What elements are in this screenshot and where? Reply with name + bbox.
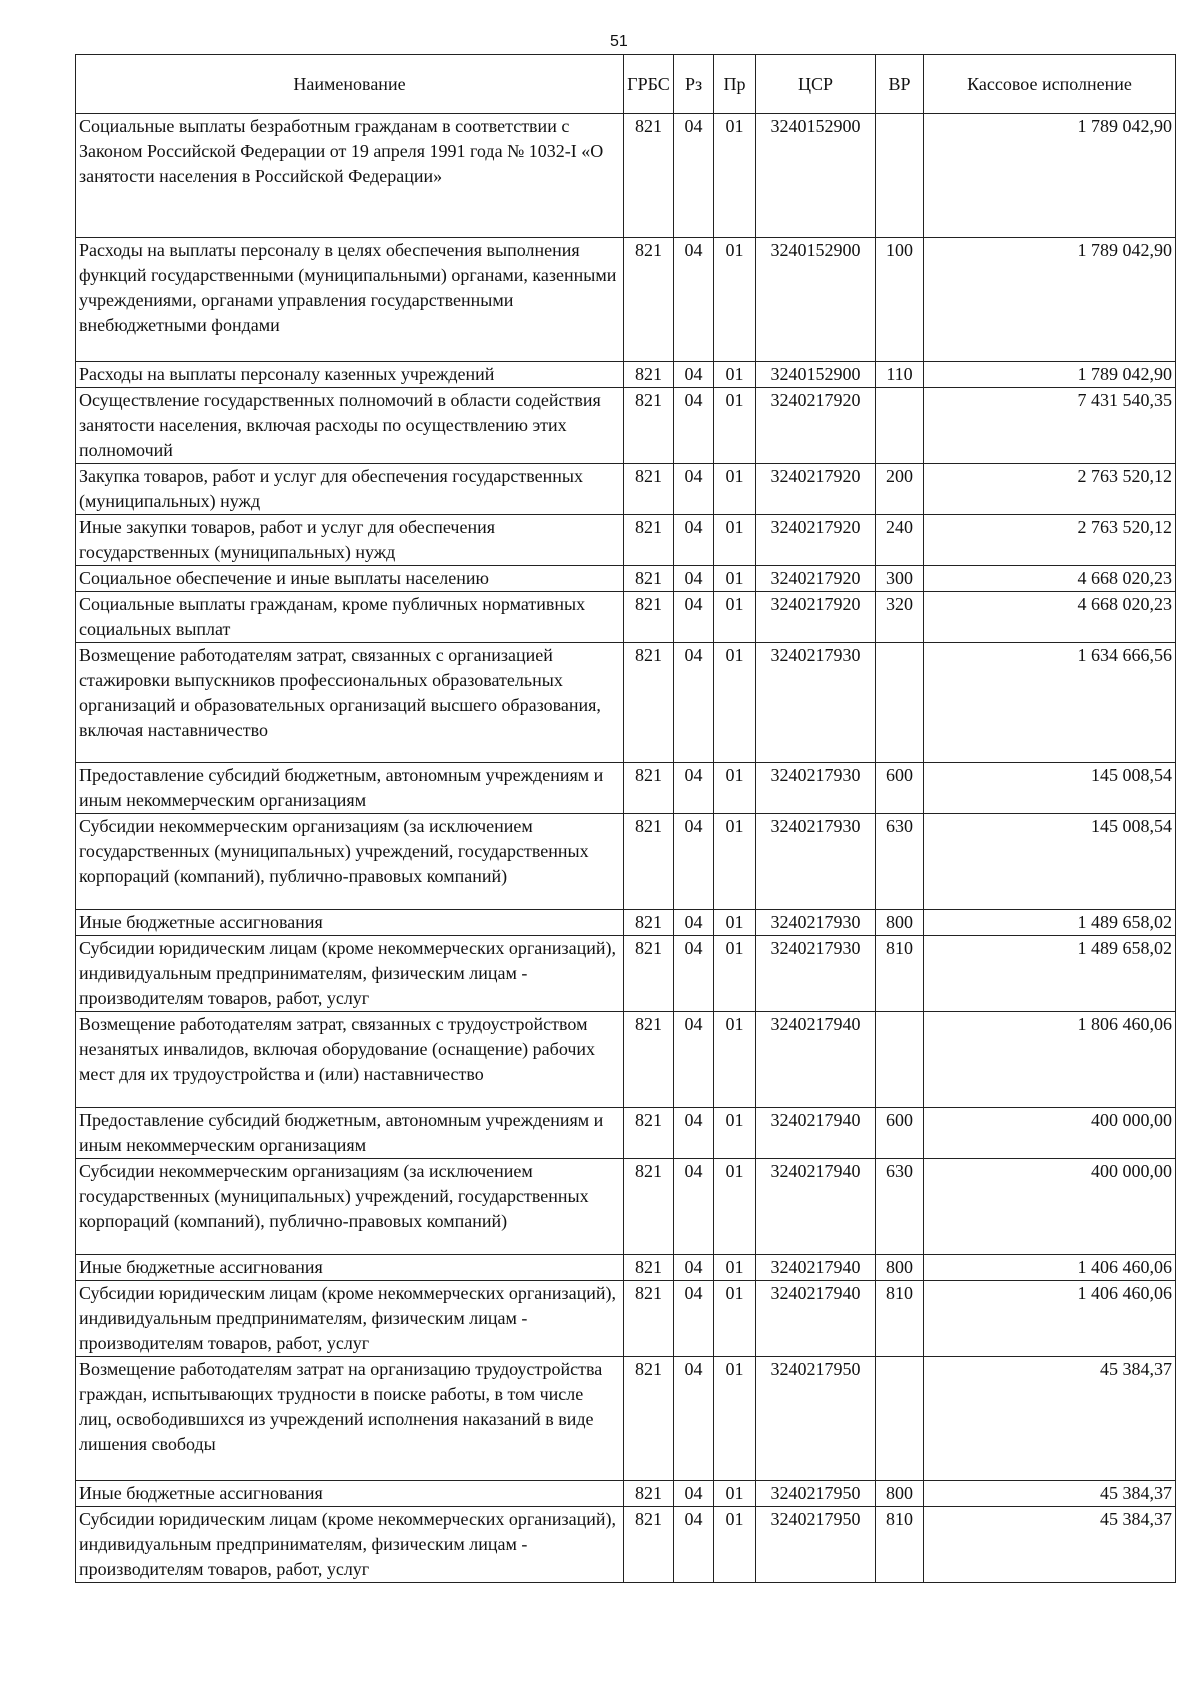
- cell-vr: [876, 1012, 924, 1108]
- cell-amount: 2 763 520,12: [924, 464, 1176, 515]
- cell-vr: 810: [876, 1281, 924, 1357]
- table-header-row: [76, 55, 1176, 114]
- cell-amount: 4 668 020,23: [924, 566, 1176, 592]
- cell-vr: 240: [876, 515, 924, 566]
- header-rz: Рз: [674, 55, 714, 114]
- cell-csr: 3240217940: [756, 1159, 876, 1255]
- cell-name: Предоставление субсидий бюджетным, автономным учреждениям и иным некоммерческим организациям: [76, 763, 624, 814]
- cell-rz: 04: [674, 464, 714, 515]
- cell-grbs: 821: [624, 936, 674, 1012]
- table-row: [76, 936, 1176, 1012]
- cell-name: Возмещение работодателям затрат, связанных с организацией стажировки выпускников профессиональных образовательных организаций и образовательных организаций высшего образования, включая наставничество: [76, 643, 624, 763]
- cell-amount: 145 008,54: [924, 814, 1176, 910]
- table-row: [76, 643, 1176, 763]
- header-vr: ВР: [876, 55, 924, 114]
- cell-pr: 01: [714, 763, 756, 814]
- cell-grbs: 821: [624, 238, 674, 362]
- cell-amount: 1 789 042,90: [924, 238, 1176, 362]
- table-row: [76, 592, 1176, 643]
- page-number: 51: [610, 33, 628, 50]
- cell-pr: 01: [714, 1159, 756, 1255]
- cell-pr: 01: [714, 515, 756, 566]
- cell-amount: 45 384,37: [924, 1357, 1176, 1481]
- cell-vr: [876, 643, 924, 763]
- cell-pr: 01: [714, 566, 756, 592]
- cell-csr: 3240217920: [756, 592, 876, 643]
- table-row: [76, 1281, 1176, 1357]
- cell-grbs: 821: [624, 592, 674, 643]
- cell-grbs: 821: [624, 1255, 674, 1281]
- cell-grbs: 821: [624, 763, 674, 814]
- table-row: [76, 1507, 1176, 1583]
- cell-name: Расходы на выплаты персоналу в целях обеспечения выполнения функций государственными (муниципальными) органами, казенными учреждениями, органами управления государственными внебюджетными фондами: [76, 238, 624, 362]
- cell-vr: 810: [876, 936, 924, 1012]
- cell-pr: 01: [714, 643, 756, 763]
- cell-pr: 01: [714, 114, 756, 238]
- cell-amount: 1 789 042,90: [924, 362, 1176, 388]
- cell-rz: 04: [674, 1507, 714, 1583]
- cell-grbs: 821: [624, 1281, 674, 1357]
- header-name: Наименование: [76, 55, 624, 114]
- cell-name: Субсидии юридическим лицам (кроме некоммерческих организаций), индивидуальным предпринимателям, физическим лицам - производителям товаров, работ, услуг: [76, 936, 624, 1012]
- cell-amount: 145 008,54: [924, 763, 1176, 814]
- cell-rz: 04: [674, 114, 714, 238]
- cell-csr: 3240217930: [756, 910, 876, 936]
- cell-csr: 3240217940: [756, 1255, 876, 1281]
- cell-pr: 01: [714, 1012, 756, 1108]
- table-row: [76, 464, 1176, 515]
- cell-name: Возмещение работодателям затрат на организацию трудоустройства граждан, испытывающих трудности в поиске работы, в том числе лиц, освободившихся из учреждений исполнения наказаний в виде лишения свободы: [76, 1357, 624, 1481]
- cell-grbs: 821: [624, 114, 674, 238]
- cell-name: Иные бюджетные ассигнования: [76, 910, 624, 936]
- cell-name: Субсидии некоммерческим организациям (за исключением государственных (муниципальных) учреждений, государственных корпораций (компаний), публично-правовых компаний): [76, 1159, 624, 1255]
- cell-rz: 04: [674, 592, 714, 643]
- cell-vr: 200: [876, 464, 924, 515]
- cell-amount: 400 000,00: [924, 1159, 1176, 1255]
- cell-amount: 2 763 520,12: [924, 515, 1176, 566]
- cell-name: Предоставление субсидий бюджетным, автономным учреждениям и иным некоммерческим организациям: [76, 1108, 624, 1159]
- cell-rz: 04: [674, 814, 714, 910]
- table-row: [76, 1255, 1176, 1281]
- table-row: [76, 1159, 1176, 1255]
- cell-rz: 04: [674, 388, 714, 464]
- table-row: [76, 1357, 1176, 1481]
- cell-pr: 01: [714, 814, 756, 910]
- cell-rz: 04: [674, 763, 714, 814]
- cell-name: Субсидии некоммерческим организациям (за исключением государственных (муниципальных) учреждений, государственных корпораций (компаний), публично-правовых компаний): [76, 814, 624, 910]
- cell-vr: 300: [876, 566, 924, 592]
- cell-grbs: 821: [624, 814, 674, 910]
- cell-csr: 3240217920: [756, 388, 876, 464]
- cell-csr: 3240217920: [756, 566, 876, 592]
- cell-pr: 01: [714, 910, 756, 936]
- table-row: [76, 1108, 1176, 1159]
- cell-grbs: 821: [624, 1357, 674, 1481]
- cell-grbs: 821: [624, 910, 674, 936]
- cell-rz: 04: [674, 1481, 714, 1507]
- table-row: [76, 910, 1176, 936]
- cell-amount: 1 489 658,02: [924, 936, 1176, 1012]
- cell-grbs: 821: [624, 464, 674, 515]
- cell-csr: 3240217950: [756, 1481, 876, 1507]
- cell-vr: [876, 1357, 924, 1481]
- cell-csr: 3240152900: [756, 238, 876, 362]
- cell-vr: 110: [876, 362, 924, 388]
- cell-grbs: 821: [624, 515, 674, 566]
- cell-csr: 3240217940: [756, 1281, 876, 1357]
- cell-amount: 4 668 020,23: [924, 592, 1176, 643]
- cell-vr: 600: [876, 763, 924, 814]
- cell-rz: 04: [674, 238, 714, 362]
- cell-vr: 800: [876, 910, 924, 936]
- cell-vr: 630: [876, 814, 924, 910]
- header-csr: ЦСР: [756, 55, 876, 114]
- cell-amount: 1 634 666,56: [924, 643, 1176, 763]
- table-row: [76, 814, 1176, 910]
- cell-csr: 3240217950: [756, 1507, 876, 1583]
- cell-name: Субсидии юридическим лицам (кроме некоммерческих организаций), индивидуальным предпринимателям, физическим лицам - производителям товаров, работ, услуг: [76, 1507, 624, 1583]
- cell-csr: 3240152900: [756, 114, 876, 238]
- cell-rz: 04: [674, 1012, 714, 1108]
- cell-grbs: 821: [624, 1507, 674, 1583]
- cell-amount: 1 406 460,06: [924, 1281, 1176, 1357]
- cell-rz: 04: [674, 1108, 714, 1159]
- cell-csr: 3240217930: [756, 814, 876, 910]
- cell-pr: 01: [714, 1507, 756, 1583]
- cell-vr: 810: [876, 1507, 924, 1583]
- cell-name: Возмещение работодателям затрат, связанных с трудоустройством незанятых инвалидов, включая оборудование (оснащение) рабочих мест для их трудоустройства и (или) наставничество: [76, 1012, 624, 1108]
- table-row: [76, 1481, 1176, 1507]
- cell-name: Социальное обеспечение и иные выплаты населению: [76, 566, 624, 592]
- cell-csr: 3240217950: [756, 1357, 876, 1481]
- cell-rz: 04: [674, 1255, 714, 1281]
- cell-rz: 04: [674, 566, 714, 592]
- cell-grbs: 821: [624, 1108, 674, 1159]
- cell-name: Иные бюджетные ассигнования: [76, 1255, 624, 1281]
- cell-grbs: 821: [624, 643, 674, 763]
- cell-amount: 1 489 658,02: [924, 910, 1176, 936]
- cell-amount: 1 789 042,90: [924, 114, 1176, 238]
- cell-pr: 01: [714, 592, 756, 643]
- cell-csr: 3240217930: [756, 643, 876, 763]
- table-row: [76, 362, 1176, 388]
- cell-pr: 01: [714, 1481, 756, 1507]
- cell-amount: 45 384,37: [924, 1481, 1176, 1507]
- cell-grbs: 821: [624, 1159, 674, 1255]
- cell-rz: 04: [674, 515, 714, 566]
- cell-pr: 01: [714, 388, 756, 464]
- cell-csr: 3240152900: [756, 362, 876, 388]
- cell-vr: [876, 388, 924, 464]
- cell-csr: 3240217920: [756, 464, 876, 515]
- cell-amount: 7 431 540,35: [924, 388, 1176, 464]
- header-pr: Пр: [714, 55, 756, 114]
- cell-csr: 3240217930: [756, 763, 876, 814]
- cell-pr: 01: [714, 464, 756, 515]
- cell-grbs: 821: [624, 1012, 674, 1108]
- cell-csr: 3240217940: [756, 1012, 876, 1108]
- cell-amount: 1 406 460,06: [924, 1255, 1176, 1281]
- table-row: [76, 388, 1176, 464]
- cell-rz: 04: [674, 362, 714, 388]
- cell-name: Закупка товаров, работ и услуг для обеспечения государственных (муниципальных) нужд: [76, 464, 624, 515]
- cell-vr: 630: [876, 1159, 924, 1255]
- cell-grbs: 821: [624, 1481, 674, 1507]
- table-row: [76, 1012, 1176, 1108]
- cell-grbs: 821: [624, 362, 674, 388]
- cell-amount: 1 806 460,06: [924, 1012, 1176, 1108]
- cell-pr: 01: [714, 1108, 756, 1159]
- cell-name: Расходы на выплаты персоналу казенных учреждений: [76, 362, 624, 388]
- cell-pr: 01: [714, 1255, 756, 1281]
- cell-rz: 04: [674, 910, 714, 936]
- cell-amount: 45 384,37: [924, 1507, 1176, 1583]
- table-body: [76, 114, 1176, 1583]
- table-row: [76, 114, 1176, 238]
- table-row: [76, 238, 1176, 362]
- header-amount: Кассовое исполнение: [924, 55, 1176, 114]
- cell-rz: 04: [674, 1281, 714, 1357]
- cell-pr: 01: [714, 1281, 756, 1357]
- cell-pr: 01: [714, 238, 756, 362]
- cell-vr: [876, 114, 924, 238]
- cell-rz: 04: [674, 643, 714, 763]
- budget-execution-table: [75, 54, 1176, 1583]
- cell-name: Социальные выплаты безработным гражданам в соответствии с Законом Российской Федерации от 19 апреля 1991 года № 1032-I «О занятости населения в Российской Федерации»: [76, 114, 624, 238]
- cell-name: Социальные выплаты гражданам, кроме публичных нормативных социальных выплат: [76, 592, 624, 643]
- cell-name: Иные закупки товаров, работ и услуг для обеспечения государственных (муниципальных) нужд: [76, 515, 624, 566]
- cell-vr: 800: [876, 1255, 924, 1281]
- cell-name: Субсидии юридическим лицам (кроме некоммерческих организаций), индивидуальным предпринимателям, физическим лицам - производителям товаров, работ, услуг: [76, 1281, 624, 1357]
- cell-amount: 400 000,00: [924, 1108, 1176, 1159]
- cell-vr: 320: [876, 592, 924, 643]
- table-row: [76, 763, 1176, 814]
- cell-vr: 800: [876, 1481, 924, 1507]
- cell-pr: 01: [714, 1357, 756, 1481]
- cell-csr: 3240217930: [756, 936, 876, 1012]
- header-grbs: ГРБС: [624, 55, 674, 114]
- cell-rz: 04: [674, 1357, 714, 1481]
- cell-vr: 100: [876, 238, 924, 362]
- cell-name: Иные бюджетные ассигнования: [76, 1481, 624, 1507]
- cell-grbs: 821: [624, 566, 674, 592]
- cell-grbs: 821: [624, 388, 674, 464]
- cell-pr: 01: [714, 362, 756, 388]
- cell-csr: 3240217940: [756, 1108, 876, 1159]
- cell-rz: 04: [674, 936, 714, 1012]
- cell-pr: 01: [714, 936, 756, 1012]
- cell-csr: 3240217920: [756, 515, 876, 566]
- table-row: [76, 566, 1176, 592]
- cell-vr: 600: [876, 1108, 924, 1159]
- table-row: [76, 515, 1176, 566]
- cell-rz: 04: [674, 1159, 714, 1255]
- cell-name: Осуществление государственных полномочий в области содействия занятости населения, включая расходы по осуществлению этих полномочий: [76, 388, 624, 464]
